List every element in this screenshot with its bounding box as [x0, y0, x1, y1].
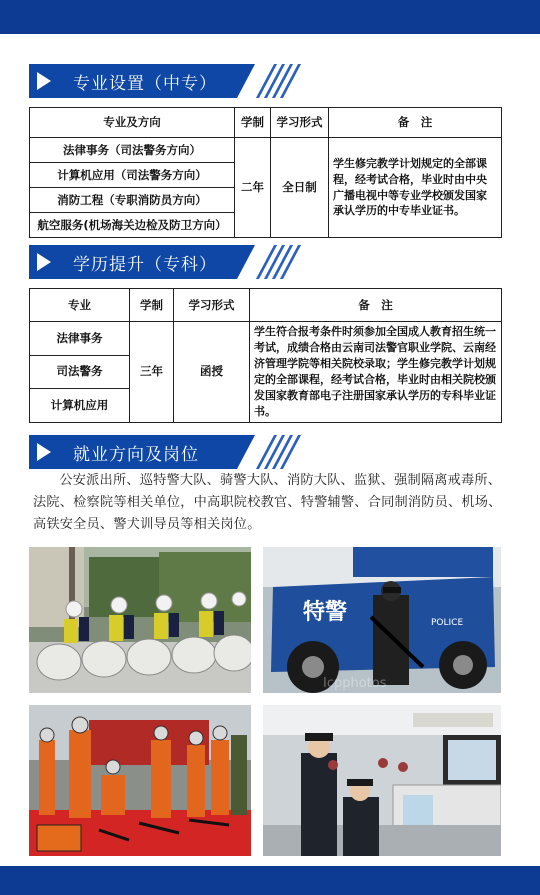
play-triangle-icon — [37, 253, 51, 271]
major-cell: 计算机应用（司法警务方向） — [30, 163, 235, 188]
section-title: 学历提升（专科） — [73, 255, 217, 275]
major-table — [29, 107, 502, 238]
major-cell: 消防工程（专职消防员方向） — [30, 188, 235, 213]
photo-security-check — [263, 705, 501, 856]
degree-table — [29, 288, 502, 423]
table-header: 学制 — [130, 289, 174, 322]
table-header: 学习形式 — [271, 108, 329, 138]
top-band — [0, 0, 540, 34]
major-cell: 计算机应用 — [30, 389, 130, 423]
photo-firefighters — [29, 705, 251, 856]
section-header-degree — [29, 245, 309, 279]
duration-cell: 三年 — [130, 322, 174, 423]
vehicle-label: 特警 — [303, 600, 348, 625]
major-cell: 法律事务 — [30, 322, 130, 356]
vehicle-plate: POLICE — [431, 618, 464, 628]
table-header: 专业 — [30, 289, 130, 322]
section-header-career — [29, 435, 309, 469]
career-description: 公安派出所、巡特警大队、骑警大队、消防大队、监狱、强制隔离戒毒所、法院、检察院等相关单位，中高职院校教官、特警辅警、合同制消防员、机场、高铁安全员、警犬训导员等相关岗位。 — [33, 473, 502, 532]
major-cell: 航空服务(机场海关边检及防卫方向） — [30, 213, 235, 238]
photo-police-motorcycles — [29, 547, 251, 693]
form-cell: 函授 — [174, 322, 250, 423]
note-cell: 学生修完教学计划规定的全部课程，经考试合格，毕业时由中央广播电视中等专业学校颁发国家承认学历的中专毕业证书。 — [329, 138, 502, 238]
major-cell: 司法警务 — [30, 355, 130, 389]
table-header: 备 注 — [250, 289, 502, 322]
photo-armored-vehicle — [263, 547, 501, 693]
play-triangle-icon — [37, 72, 51, 90]
section-header-major — [29, 64, 309, 98]
major-cell: 法律事务（司法警务方向） — [30, 138, 235, 163]
duration-cell: 二年 — [235, 138, 271, 238]
note-cell: 学生符合报考条件时须参加全国成人教育招生统一考试，成绩合格由云南司法警官职业学院、云南经济管理学院等相关院校录取；学生修完教学计划规定的全部课程，经考试合格，毕业时由相关院校颁发国家教育部电子注册国家承认学历的专科毕业证书。 — [250, 322, 502, 423]
table-header: 学习形式 — [174, 289, 250, 322]
section-title: 就业方向及岗位 — [73, 445, 199, 465]
photo-watermark: Icpphotos — [323, 676, 387, 691]
table-header: 学制 — [235, 108, 271, 138]
form-cell: 全日制 — [271, 138, 329, 238]
table-header: 备 注 — [329, 108, 502, 138]
bottom-band — [0, 866, 540, 895]
section-title: 专业设置（中专） — [73, 74, 217, 94]
table-header: 专业及方向 — [30, 108, 235, 138]
play-triangle-icon — [37, 443, 51, 461]
